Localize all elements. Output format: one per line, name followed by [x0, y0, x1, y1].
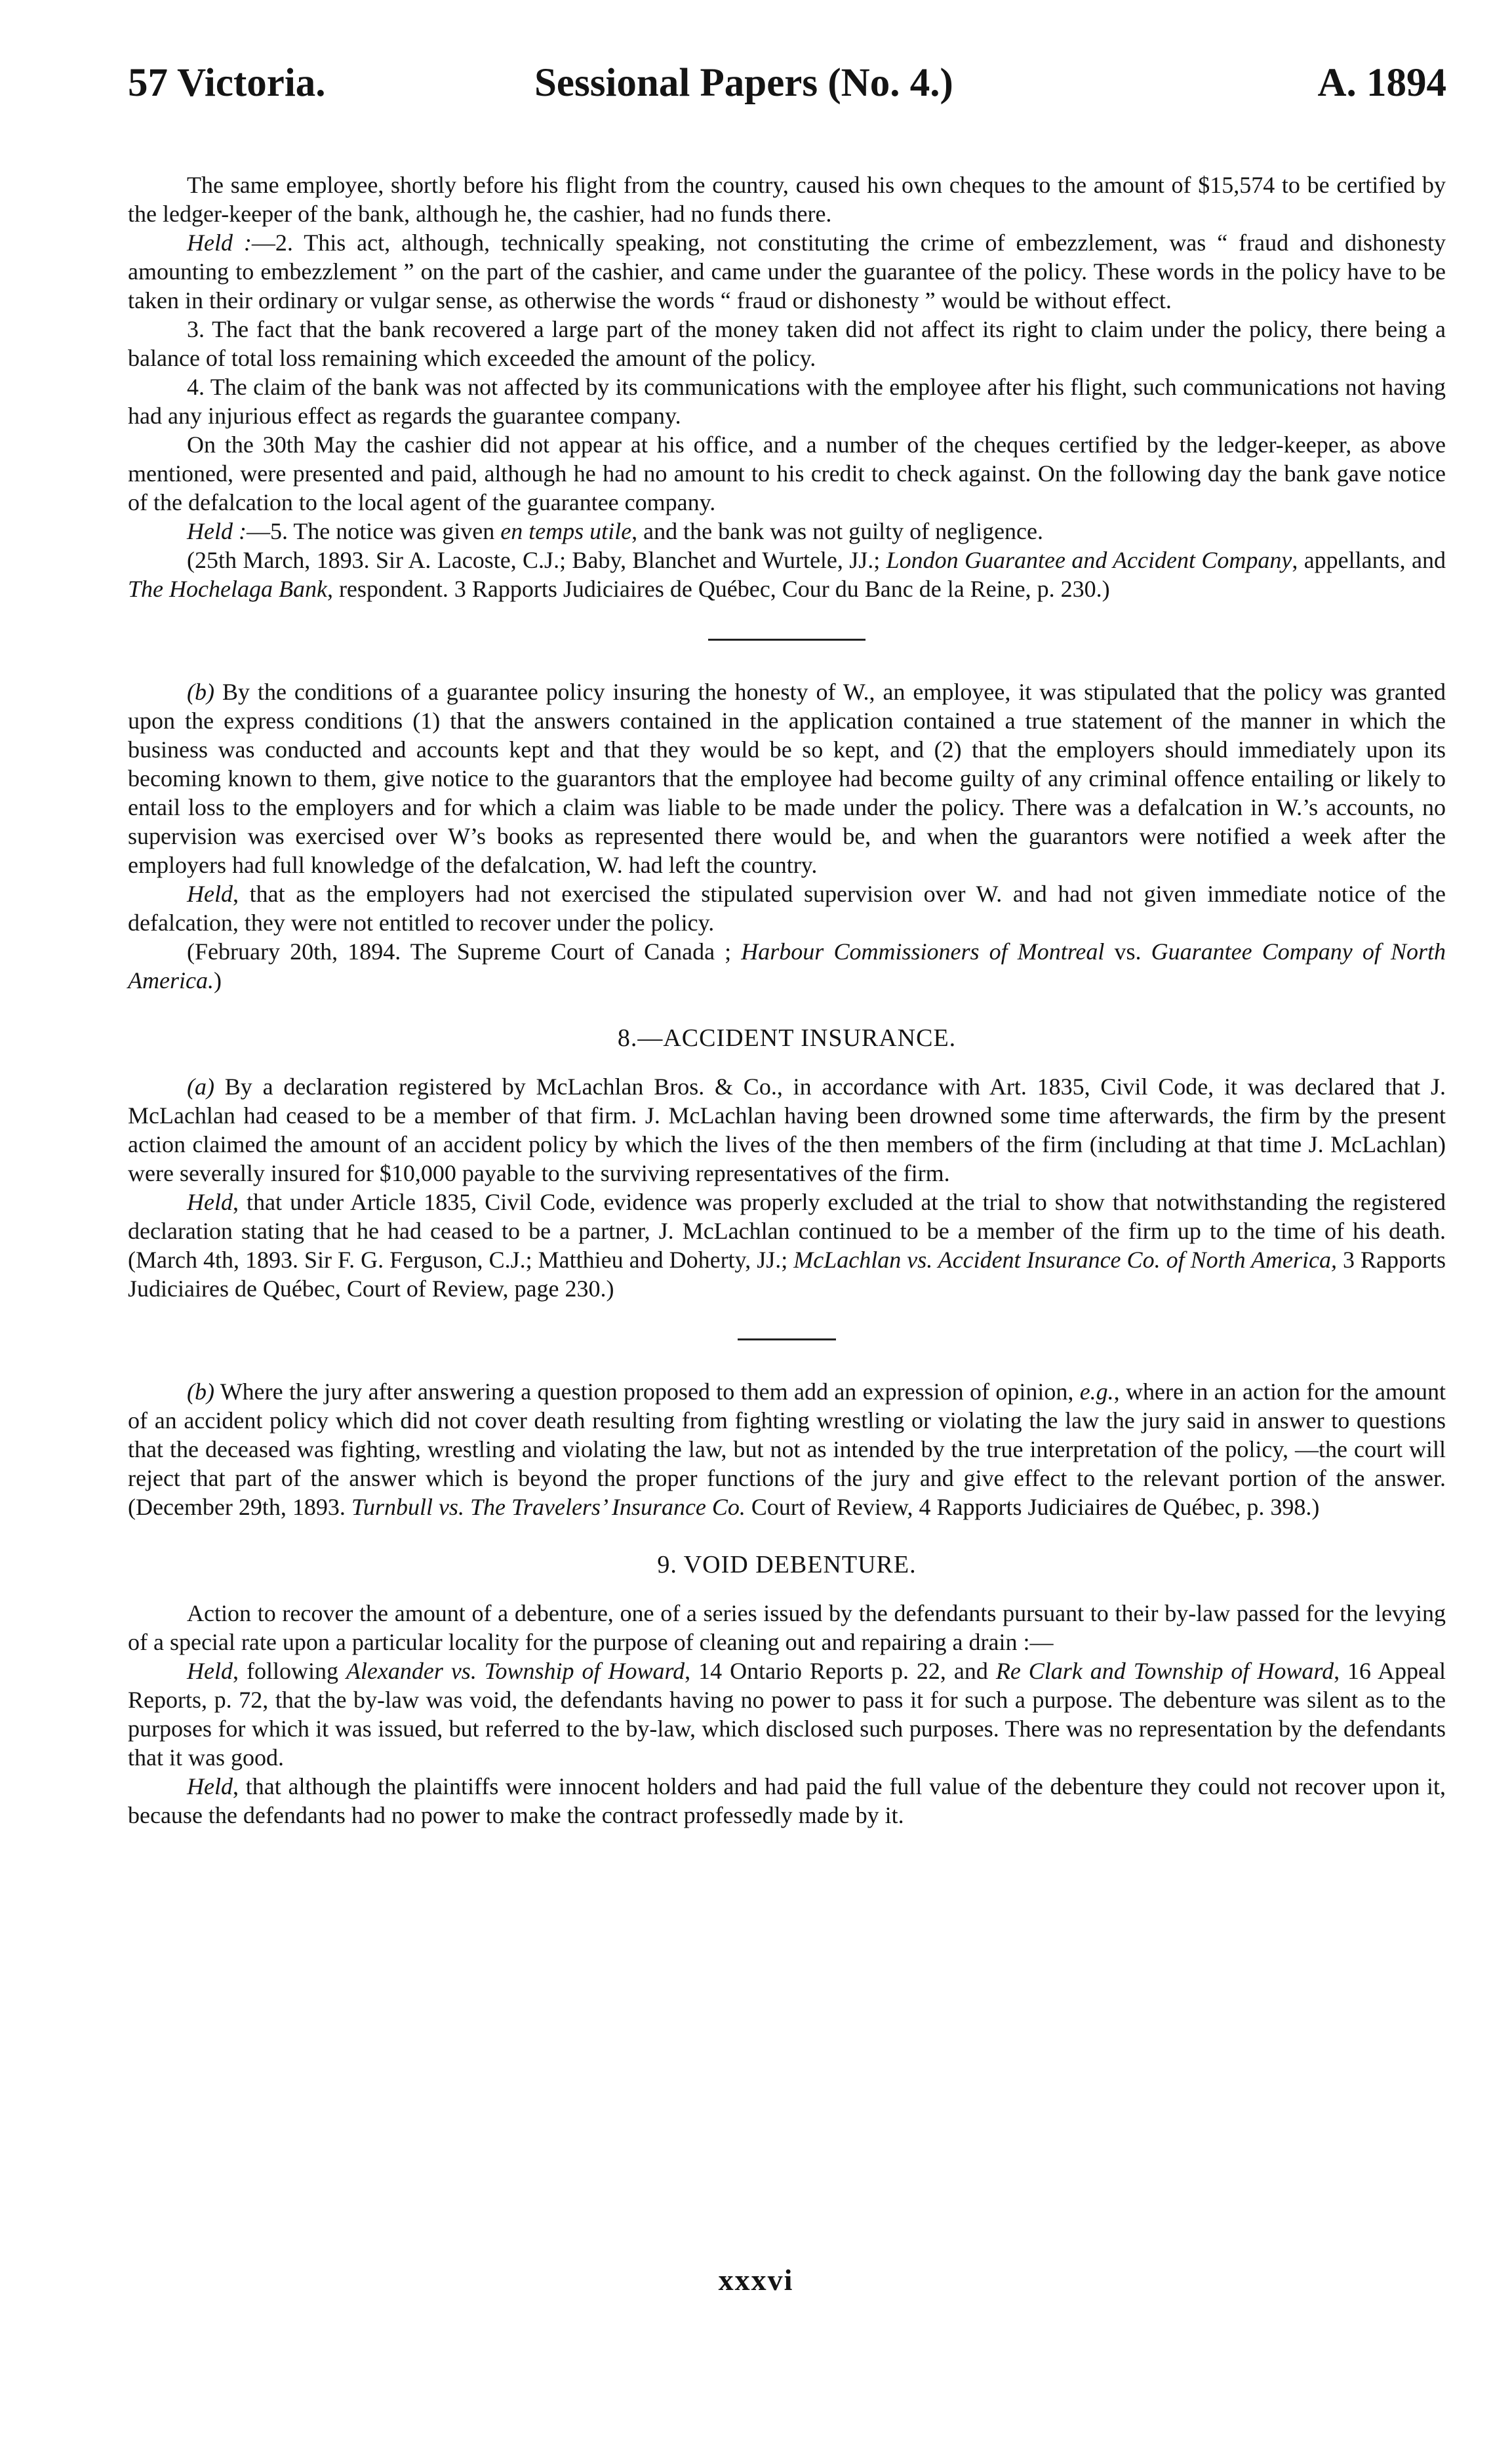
paragraph-text: , that under Article 1835, Civil Code, evidence was properly excluded at the trial to show that notwithstanding the registered declaration stating that he had ceased to be a partner, J. McLachlan continued to be a member of the firm up to the time of his death. (March 4th, 1893. Sir F. G. Ferguson, C.J.; Matthieu and Doherty, JJ.; [128, 1189, 1446, 1273]
header-title: Sessional Papers (No. 4.) [534, 61, 953, 105]
paragraph [128, 1188, 1446, 1303]
subsection-label: (b) [187, 1378, 214, 1405]
held-label: Held [187, 1773, 233, 1799]
section-heading: 9. VOID DEBENTURE. [657, 1551, 917, 1578]
paragraph: 3. The fact that the bank recovered a large part of the money taken did not affect its right to claim under the policy, there being a balance of total loss remaining which exceeded the amount of the policy. [128, 316, 1446, 371]
case-name: London Guarantee and Accident Company [886, 547, 1292, 573]
paragraph [128, 228, 1446, 315]
paragraph [128, 1377, 1446, 1521]
paragraph [128, 677, 1446, 879]
running-header [128, 60, 1446, 119]
paragraph-text: By a declaration registered by McLachlan Bros. & Co., in accordance with Art. 1835, Civil Code, it was declared that J. McLachlan had ceased to be a member of that firm. J. McLachlan having been drowned some time afterwards, the firm by the present action claimed the amount of an accident policy by which the lives of the then members of the firm (including at that time J. McLachlan) were severally insured for $10,000 payable to the surviving representatives of the firm. [128, 1074, 1446, 1186]
case-name: The Hochelaga Bank [128, 576, 327, 602]
citation-text: (February 20th, 1894. The Supreme Court of Canada ; [187, 938, 742, 965]
case-name: Alexander vs. Township of Howard [346, 1658, 685, 1684]
held-label: Held : [187, 230, 252, 256]
paragraph [128, 879, 1446, 937]
paragraph-text: —2. This act, although, technically speaking, not constituting the crime of embezzlement, was “ fraud and dishonesty amounting to embezzlement ” on the part of the cashier, and came under the guarantee of the policy. These words in the policy have to be taken in their ordinary or vulgar sense, as otherwise the words “ fraud or dishonesty ” would be without effect. [128, 230, 1446, 313]
paragraph [128, 1772, 1446, 1830]
paragraph-text: , that as the employers had not exercised the stipulated supervision over W. and had not given immediate notice of the defalcation, they were not entitled to recover under the policy. [128, 881, 1446, 936]
citation-text: (25th March, 1893. Sir A. Lacoste, C.J.; Baby, Blanchet and Wurtele, JJ.; [187, 547, 886, 573]
subsection-label: (a) [187, 1074, 214, 1100]
paragraph-text: , following [232, 1658, 346, 1684]
case-name: Guarantee Company of North America. [128, 938, 1446, 994]
paragraph: Action to recover the amount of a debenture, one of a series issued by the defendants pursuant to their by-law passed for the levying of a special rate upon a particular locality for the purpose of cleaning out and repairing a drain :— [128, 1600, 1446, 1655]
held-label: Held [187, 1658, 233, 1684]
section-divider [708, 639, 865, 641]
paragraph-text: , that although the plaintiffs were innocent holders and had paid the full value of the debenture they could not recover upon it, because the defendants had no power to make the contract professedly made by it. [128, 1773, 1446, 1828]
paragraph-text: By the conditions of a guarantee policy insuring the honesty of W., an employee, it was stipulated that the policy was granted upon the express conditions (1) that the answers contained in the application contained a true statement of the manner in which the business was conducted and accounts kept and that they would be so kept, and (2) that the employers should immediately upon its becoming known to them, give notice to the guarantors that the employee had become guilty of any criminal offence entailing or likely to entail loss to the employers and for which a claim was liable to be made under the policy. There was a defalcation in W.’s accounts, no supervision was exercised over W’s books as represented there would be, and when the guarantors were notified a week after the employers had full knowledge of the defalcation, W. had left the country. [128, 679, 1446, 878]
header-year: A. 1894 [1317, 61, 1446, 105]
citation-text: , respondent. 3 Rapports Judiciaires de Québec, Cour du Banc de la Reine, p. 230.) [327, 576, 1110, 602]
paragraph [128, 1072, 1446, 1188]
section-heading: 8.—ACCIDENT INSURANCE. [617, 1024, 957, 1052]
paragraph: On the 30th May the cashier did not appear at his office, and a number of the cheques certified by the ledger-keeper, as above mentioned, were presented and paid, although he had no amount to his credit to check against. On the following day the bank gave notice of the defalcation to the local agent of the guarantee company. [128, 432, 1446, 515]
citation-text: vs. [1104, 938, 1151, 965]
case-name: McLachlan vs. Accident Insurance Co. of North America, [793, 1247, 1337, 1273]
paragraph [128, 517, 1446, 546]
citation-text: , appellants, and [1292, 547, 1446, 573]
case-name: Turnbull vs. The Travelers’ Insurance Co. [351, 1494, 746, 1520]
paragraph-text: Where the jury after answering a question proposed to them add an expression of opinion, [214, 1378, 1080, 1405]
page-body [128, 171, 1446, 1830]
paragraph [128, 1657, 1446, 1772]
paragraph: The same employee, shortly before his flight from the country, caused his own cheques to the amount of $15,574 to be certified by the ledger-keeper of the bank, although he, the cashier, had no funds there. [128, 172, 1446, 227]
held-label: Held [187, 1189, 233, 1215]
paragraph: 4. The claim of the bank was not affected by its communications with the employee after his flight, such communications not having had any injurious effect as regards the guarantee company. [128, 374, 1446, 429]
paragraph-text: , where in an action for the amount of an accident policy which did not cover death resulting from fighting wrestling or violating the law the jury said in answer to questions that the deceased was fighting, wrestling and violating the law, but not as intended by the true interpretation of the policy, —the court will reject that part of the answer which is beyond the proper functions of the jury and give effect to the relevant portion of the answer. (December 29th, 1893. [128, 1378, 1446, 1520]
case-citation [128, 546, 1446, 603]
section-divider [738, 1338, 836, 1340]
paragraph-text: , 16 Appeal Reports, p. 72, that the by-law was void, the defendants having no power to pass it for such a purpose. The debenture was silent as to the purposes for which it was issued, but referred to the by-law, which disclosed such purposes. There was no representation by the defendants that it was good. [128, 1658, 1446, 1771]
paragraph-text: 3 Rapports Judiciaires de Québec, Court of Review, page 230.) [128, 1247, 1446, 1302]
held-label: Held : [187, 518, 247, 544]
paragraph-text: , 14 Ontario Reports p. 22, and [685, 1658, 996, 1684]
subsection-label: (b) [187, 679, 214, 705]
paragraph-text: , and the bank was not guilty of negligence. [631, 518, 1044, 544]
case-name: Harbour Commissioners of Montreal [741, 938, 1105, 965]
held-label: Held [187, 881, 233, 907]
paragraph-text: —5. The notice was given [246, 518, 501, 544]
case-citation [128, 937, 1446, 995]
paragraph-text: Court of Review, 4 Rapports Judiciaires de Québec, p. 398.) [745, 1494, 1320, 1520]
page-number: xxxvi [718, 2263, 794, 2297]
header-session: 57 Victoria. [128, 61, 326, 105]
italic-phrase: e.g. [1079, 1378, 1114, 1405]
italic-phrase: en temps utile [500, 518, 632, 544]
case-name: Re Clark and Township of Howard [995, 1658, 1334, 1684]
citation-text: ) [213, 967, 222, 994]
